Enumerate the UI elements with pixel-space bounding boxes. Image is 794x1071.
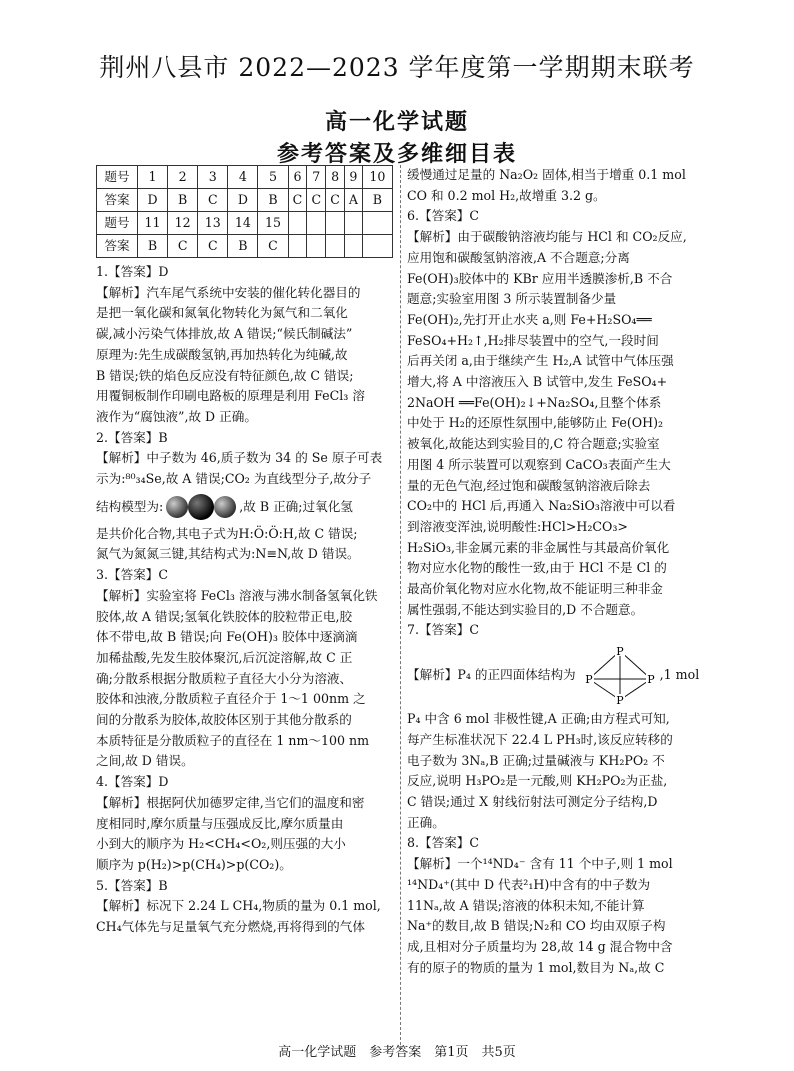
explanation-line: 【解析】实验室将 FeCl₃ 溶液与沸水制备氢氧化铁 [96, 587, 378, 603]
answer-table-cell [288, 235, 307, 258]
explanation-line: 最高价氧化物对应水化物,故不能证明三种非金 [407, 581, 663, 597]
exam-title: 荆州八县市 2022—2023 学年度第一学期期末联考 [99, 53, 695, 82]
answer-table-cell [326, 235, 345, 258]
explanation-text: 【解析】P₄ 的正四面体结构为 [407, 666, 576, 682]
answer-table-cell: 4 [228, 166, 258, 189]
explanation-line: Fe(OH)₃胶体中的 KBr 应用半透膜渗析,B 不合 [407, 270, 673, 286]
explanation-line: CH₄气体先与足量氧气充分燃烧,再将得到的气体 [96, 919, 365, 935]
explanation-line: 应用饱和碳酸氢钠溶液,A 不合题意;分离 [407, 249, 630, 265]
left-column [96, 165, 393, 938]
answer-table-row [97, 189, 393, 212]
answer-table-cell: B [138, 235, 168, 258]
answer-table-cell: 14 [228, 212, 258, 235]
answer-table-cell: C [326, 189, 345, 212]
explanation-line: 【解析】一个¹⁴ND₄⁻ 含有 11 个中子,则 1 mol [407, 856, 673, 872]
answer-heading: 4.【答案】D [96, 774, 169, 790]
explanation-line: 是把一氧化碳和氮氧化物转化为氮气和二氧化 [96, 305, 348, 321]
answer-table-cell: C [258, 235, 288, 258]
answer-table-row [97, 166, 393, 189]
answer-table-cell [344, 235, 362, 258]
answer-table-cell: 7 [307, 166, 326, 189]
answer-table-cell [362, 235, 392, 258]
explanation-line: 每产生标准状况下 22.4 L PH₃时,该反应转移的 [407, 731, 673, 747]
explanation-line: P₄ 中含 6 mol 非极性键,A 正确;由方程式可知, [407, 711, 670, 727]
explanation-line: 碳,减小污染气体排放,故 A 错误;“候氏制碱法” [96, 326, 353, 342]
answer-table [96, 165, 393, 258]
answer-table-cell: 10 [362, 166, 392, 189]
explanation-line: 到溶液变浑浊,说明酸性:HCl>H₂CO₃> [407, 518, 628, 534]
answer-table-cell [307, 235, 326, 258]
explanation-line: 属性强弱,不能达到实验目的,D 不合题意。 [407, 601, 644, 617]
explanation-line: 胶体,故 A 错误;氢氧化铁胶体的胶粒带正电,胶 [96, 608, 353, 624]
explanation-line: CO₂中的 HCl 后,再通入 Na₂SiO₃溶液中可以看 [407, 498, 676, 514]
explanation-line: 后再关闭 a,由于继续产生 H₂,A 试管中气体压强 [407, 353, 674, 369]
left-explanations [96, 262, 393, 938]
explanation-line: 加稀盐酸,先发生胶体聚沉,后沉淀溶解,故 C 正 [96, 649, 353, 665]
explanation-line: 增大,将 A 中溶液压入 B 试管中,发生 FeSO₄+ [407, 374, 668, 390]
explanation-line: 【解析】标况下 2.24 L CH₄,物质的量为 0.1 mol, [96, 898, 381, 914]
explanation-line: 示为:⁸⁰₃₄Se,故 A 错误;CO₂ 为直线型分子,故分子 [96, 471, 372, 487]
explanation-line: B 错误;铁的焰色反应没有特征颜色,故 C 错误; [96, 367, 354, 383]
answer-table-row [97, 212, 393, 235]
answer-heading: 7.【答案】C [407, 622, 480, 638]
doc-title: 参考答案及多维细目表 [276, 141, 517, 167]
answer-table-cell: B [258, 189, 288, 212]
explanation-line: 体不带电,故 B 错误;向 Fe(OH)₃ 胶体中逐滴滴 [96, 629, 358, 645]
column-divider [400, 165, 401, 1050]
answer-table-cell: 9 [344, 166, 362, 189]
answer-table-header: 题号 [97, 212, 138, 235]
answer-table-row [97, 235, 393, 258]
answer-table-cell [307, 212, 326, 235]
explanation-line: 题意;实验室用图 3 所示装置制备少量 [407, 291, 617, 307]
molecule-model-line [96, 490, 393, 524]
p4-tetrahedron-icon [580, 642, 660, 708]
right-column [407, 165, 713, 978]
explanation-line: C 错误;通过 X 射线衍射法可测定分子结构,D [407, 793, 658, 809]
explanation-line: 间的分散系为胶体,故胶体区别于其他分散系的 [96, 712, 352, 728]
explanation-line: 之间,故 D 错误。 [96, 753, 194, 769]
explanation-line: CO 和 0.2 mol H₂,故增重 3.2 g。 [407, 187, 606, 203]
explanation-line: ¹⁴ND₄⁺(其中 D 代表²₁H)中含有的中子数为 [407, 876, 651, 892]
answer-table-cell: B [228, 235, 258, 258]
answer-table-cell: 12 [168, 212, 198, 235]
answer-table-cell [362, 212, 392, 235]
answer-table-cell: 3 [198, 166, 228, 189]
explanation-line: 小到大的顺序为 H₂<CH₄<O₂,则压强的大小 [96, 836, 346, 852]
page-footer: 高一化学试题 参考答案 第1页 共5页 [278, 1045, 516, 1060]
explanation-line: Fe(OH)₂,先打开止水夹 a,则 Fe+H₂SO₄══ [407, 311, 652, 327]
answer-heading: 1.【答案】D [96, 264, 169, 279]
answer-table-header: 答案 [97, 235, 138, 258]
answer-heading: 3.【答案】C [96, 567, 169, 583]
answer-table-cell: 13 [198, 212, 228, 235]
answer-table-cell: 15 [258, 212, 288, 235]
explanation-line: 【解析】根据阿伏加德罗定律,当它们的温度和密 [96, 794, 365, 810]
p-atom-label: P [584, 673, 593, 687]
answer-table-cell: 5 [258, 166, 288, 189]
explanation-line: 成,且相对分子质量均为 28,故 14 g 混合物中含 [407, 938, 673, 954]
explanation-line: 本质特征是分散质粒子的直径在 1 nm～100 nm [96, 732, 370, 748]
explanation-line: 正确。 [407, 814, 445, 830]
answer-table-cell: C [288, 189, 307, 212]
explanation-line: 【解析】由于碳酸钠溶液均能与 HCl 和 CO₂反应, [407, 229, 687, 245]
answer-table-cell: C [168, 235, 198, 258]
answer-table-header: 答案 [97, 189, 138, 212]
answer-table-cell: D [138, 189, 168, 212]
explanation-line: 确;分散系根据分散质粒子直径大小分为溶液、 [96, 670, 353, 686]
explanation-line: 度相同时,摩尔质量与压强成反比,摩尔质量由 [96, 815, 344, 831]
explanation-line: 电子数为 3Nₐ,B 正确;过量碱液与 KH₂PO₂ 不 [407, 752, 665, 768]
answer-heading: 5.【答案】B [96, 877, 168, 893]
explanation-line: Na⁺的数目,故 B 错误;N₂和 CO 均由双原子构 [407, 918, 666, 934]
explanation-line: 氮气为氮氮三键,其结构式为:N≡N,故 D 错误。 [96, 546, 360, 562]
explanation-line: 【解析】汽车尾气系统中安装的催化转化器目的 [96, 284, 361, 300]
answer-table-cell: B [168, 189, 198, 212]
p-atom-label: P [615, 645, 624, 659]
answer-table-cell: A [344, 189, 362, 212]
answer-table-cell: 2 [168, 166, 198, 189]
co2-molecule-model-icon [163, 494, 239, 520]
explanation-line: 【解析】中子数为 46,质子数为 34 的 Se 原子可表 [96, 450, 383, 466]
explanation-line: 反应,说明 H₃PO₂是一元酸,则 KH₂PO₂为正盐, [407, 773, 668, 789]
answer-table-cell: C [198, 235, 228, 258]
explanation-line: 被氧化,故能达到实验目的,C 符合题意;实验室 [407, 436, 660, 452]
explanation-line: FeSO₄+H₂↑,H₂排尽装置中的空气,一段时间 [407, 332, 659, 348]
explanation-text: ,1 mol [659, 666, 700, 682]
explanation-line: 2NaOH ══Fe(OH)₂↓+Na₂SO₄,且整个体系 [407, 394, 662, 410]
explanation-line: 物对应水化物的酸性一致,由于 HCl 不是 Cl 的 [407, 560, 667, 576]
tetrahedron-line [407, 641, 713, 709]
answer-table-cell: 8 [326, 166, 345, 189]
p-atom-label: P [646, 673, 655, 687]
explanation-line: 中处于 H₂的还原性氛围中,能够防止 Fe(OH)₂ [407, 415, 664, 431]
answer-heading: 8.【答案】C [407, 835, 480, 851]
explanation-text: 结构模型为: [96, 498, 164, 514]
p-atom-label: P [615, 694, 624, 708]
explanation-line: 液作为“腐蚀液”,故 D 正确。 [96, 408, 257, 424]
explanation-line: H₂SiO₃,非金属元素的非金属性与其最高价氧化 [407, 539, 670, 555]
answer-heading: 6.【答案】C [407, 208, 480, 224]
answer-table-cell [288, 212, 307, 235]
answer-table-cell: 6 [288, 166, 307, 189]
explanation-line: 11Nₐ,故 A 错误;溶液的体积未知,不能计算 [407, 897, 645, 913]
explanation-line: 用覆铜板制作印刷电路板的原理是利用 FeCl₃ 溶 [96, 388, 365, 404]
subject-title: 高一化学试题 [324, 109, 469, 135]
answer-table-cell: C [307, 189, 326, 212]
explanation-line: 量的无色气泡,经过饱和碳酸氢钠溶液后除去 [407, 477, 651, 493]
answer-table-cell: C [198, 189, 228, 212]
explanation-line: 原理为:先生成碳酸氢钠,再加热转化为纯碱,故 [96, 346, 348, 362]
answer-table-cell: 1 [138, 166, 168, 189]
explanation-line: 有的原子的物质的量为 1 mol,数目为 Nₐ,故 C [407, 959, 665, 975]
explanation-line: 顺序为 p(H₂)>p(CH₄)>p(CO₂)。 [96, 856, 292, 872]
explanation-line: 是共价化合物,其电子式为H:Ö:Ö:H,故 C 错误; [96, 525, 358, 541]
explanation-text: ,故 B 正确;过氧化氢 [239, 498, 353, 514]
answer-table-cell: 11 [138, 212, 168, 235]
answer-heading: 2.【答案】B [96, 429, 168, 445]
answer-table-cell: B [362, 189, 392, 212]
explanation-line: 用图 4 所示装置可以观察到 CaCO₃表面产生大 [407, 456, 671, 472]
answer-table-cell [344, 212, 362, 235]
answer-table-cell: D [228, 189, 258, 212]
answer-table-header: 题号 [97, 166, 138, 189]
explanation-line: 胶体和浊液,分散质粒子直径介于 1～1 00nm 之 [96, 691, 366, 707]
answer-table-cell [326, 212, 345, 235]
explanation-line: 缓慢通过足量的 Na₂O₂ 固体,相当于增重 0.1 mol [407, 167, 686, 182]
right-explanations [407, 165, 713, 978]
